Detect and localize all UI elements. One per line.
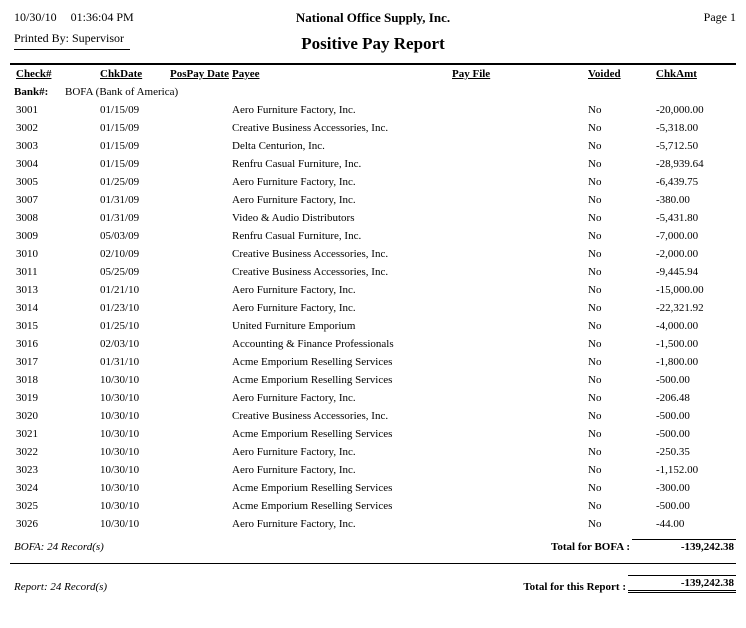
pay-file (450, 389, 586, 407)
check-number: 3020 (16, 410, 38, 422)
payee: Delta Centurion, Inc. (232, 140, 325, 152)
bank-total-row (14, 539, 736, 553)
check-amount: -500.00 (656, 374, 690, 386)
col-voided: Voided (588, 68, 621, 80)
table-row (14, 173, 736, 191)
table-body (14, 101, 736, 533)
pospay-date (168, 479, 230, 497)
check-number: 3011 (16, 266, 38, 278)
voided: No (588, 104, 602, 116)
pospay-date (168, 335, 230, 353)
table-row (14, 281, 736, 299)
check-number: 3014 (16, 302, 38, 314)
check-amount: -1,800.00 (656, 356, 699, 368)
table-row (14, 407, 736, 425)
table-row (14, 155, 736, 173)
check-amount: -5,712.50 (656, 140, 699, 152)
printed-by: Printed By: Supervisor (14, 31, 130, 50)
payee: United Furniture Emporium (232, 320, 356, 332)
bank-record-count: BOFA: 24 Record(s) (14, 541, 104, 553)
table-row (14, 245, 736, 263)
check-number: 3026 (16, 518, 38, 530)
voided: No (588, 194, 602, 206)
payee: Aero Furniture Factory, Inc. (232, 302, 356, 314)
pay-file (450, 479, 586, 497)
pospay-date (168, 407, 230, 425)
check-date: 01/15/09 (100, 140, 140, 152)
pay-file (450, 443, 586, 461)
voided: No (588, 446, 602, 458)
pay-file (450, 371, 586, 389)
bank-row (14, 83, 736, 101)
voided: No (588, 428, 602, 440)
check-date: 10/30/10 (100, 500, 140, 512)
table-row (14, 461, 736, 479)
check-date: 01/25/09 (100, 176, 140, 188)
pay-file (450, 299, 586, 317)
check-number: 3007 (16, 194, 38, 206)
pospay-date (168, 389, 230, 407)
report-table (14, 65, 736, 533)
payee: Acme Emporium Reselling Services (232, 482, 393, 494)
col-check-date: ChkDate (100, 68, 143, 80)
table-row (14, 479, 736, 497)
pospay-date (168, 245, 230, 263)
col-pospay-date: PosPay Date (170, 68, 229, 80)
pay-file (450, 497, 586, 515)
check-number: 3005 (16, 176, 38, 188)
pospay-date (168, 119, 230, 137)
payee: Accounting & Finance Professionals (232, 338, 394, 350)
voided: No (588, 356, 602, 368)
check-amount: -44.00 (656, 518, 685, 530)
payee: Aero Furniture Factory, Inc. (232, 518, 356, 530)
check-number: 3010 (16, 248, 38, 260)
check-date: 02/03/10 (100, 338, 140, 350)
table-row (14, 209, 736, 227)
pospay-date (168, 209, 230, 227)
voided: No (588, 158, 602, 170)
table-row (14, 191, 736, 209)
pospay-date (168, 155, 230, 173)
voided: No (588, 392, 602, 404)
check-date: 10/30/10 (100, 428, 140, 440)
voided: No (588, 518, 602, 530)
pay-file (450, 227, 586, 245)
pay-file (450, 137, 586, 155)
report-header (10, 10, 736, 54)
check-date: 10/30/10 (100, 392, 140, 404)
col-check-amount: ChkAmt (656, 68, 697, 80)
pospay-date (168, 443, 230, 461)
check-date: 01/31/09 (100, 212, 140, 224)
report-total-label: Total for this Report : (523, 581, 626, 593)
table-row (14, 137, 736, 155)
header-left (10, 10, 195, 50)
check-number: 3009 (16, 230, 38, 242)
pay-file (450, 407, 586, 425)
voided: No (588, 122, 602, 134)
payee: Aero Furniture Factory, Inc. (232, 176, 356, 188)
check-number: 3021 (16, 428, 38, 440)
payee: Aero Furniture Factory, Inc. (232, 284, 356, 296)
voided: No (588, 374, 602, 386)
table-row (14, 497, 736, 515)
col-pay-file: Pay File (452, 68, 491, 80)
check-amount: -500.00 (656, 428, 690, 440)
check-amount: -2,000.00 (656, 248, 699, 260)
check-number: 3022 (16, 446, 38, 458)
pospay-date (168, 227, 230, 245)
pospay-date (168, 515, 230, 533)
pospay-date (168, 461, 230, 479)
pospay-date (168, 299, 230, 317)
check-date: 01/31/10 (100, 356, 140, 368)
pay-file (450, 353, 586, 371)
printed-date: 10/30/10 (14, 10, 57, 24)
pospay-date (168, 353, 230, 371)
check-date: 01/25/10 (100, 320, 140, 332)
table-row (14, 515, 736, 533)
payee: Acme Emporium Reselling Services (232, 356, 393, 368)
voided: No (588, 338, 602, 350)
pospay-date (168, 101, 230, 119)
check-amount: -500.00 (656, 500, 690, 512)
voided: No (588, 320, 602, 332)
table-row (14, 353, 736, 371)
check-amount: -5,318.00 (656, 122, 699, 134)
pospay-date (168, 281, 230, 299)
company-name: National Office Supply, Inc. (295, 10, 451, 25)
check-number: 3003 (16, 140, 38, 152)
pay-file (450, 209, 586, 227)
voided: No (588, 212, 602, 224)
check-number: 3015 (16, 320, 38, 332)
table-row (14, 299, 736, 317)
pay-file (450, 281, 586, 299)
check-amount: -9,445.94 (656, 266, 699, 278)
pospay-date (168, 191, 230, 209)
check-date: 10/30/10 (100, 482, 140, 494)
bank-name: BOFA (Bank of America) (65, 86, 179, 98)
pay-file (450, 155, 586, 173)
check-number: 3017 (16, 356, 38, 368)
table-header-row (14, 65, 736, 83)
pay-file (450, 317, 586, 335)
bank-group (14, 83, 736, 101)
check-amount: -6,439.75 (656, 176, 699, 188)
check-date: 01/15/09 (100, 158, 140, 170)
check-amount: -22,321.92 (656, 302, 704, 314)
table-row (14, 101, 736, 119)
pay-file (450, 101, 586, 119)
check-number: 3018 (16, 374, 38, 386)
pay-file (450, 425, 586, 443)
bank-total-amount: -139,242.38 (632, 539, 736, 553)
pay-file (450, 263, 586, 281)
check-date: 10/30/10 (100, 446, 140, 458)
payee: Creative Business Accessories, Inc. (232, 248, 389, 260)
check-amount: -20,000.00 (656, 104, 704, 116)
payee: Creative Business Accessories, Inc. (232, 122, 389, 134)
table-row (14, 335, 736, 353)
voided: No (588, 410, 602, 422)
payee: Renfru Casual Furniture, Inc. (232, 158, 362, 170)
check-number: 3016 (16, 338, 38, 350)
pay-file (450, 119, 586, 137)
check-amount: -300.00 (656, 482, 690, 494)
pospay-date (168, 497, 230, 515)
check-date: 01/21/10 (100, 284, 140, 296)
bank-cell (14, 83, 736, 101)
check-date: 01/15/09 (100, 122, 140, 134)
voided: No (588, 230, 602, 242)
table-header (14, 65, 736, 83)
payee: Creative Business Accessories, Inc. (232, 266, 389, 278)
pospay-date (168, 371, 230, 389)
bank-total-label: Total for BOFA : (551, 541, 630, 553)
pospay-date (168, 137, 230, 155)
check-number: 3008 (16, 212, 38, 224)
check-number: 3025 (16, 500, 38, 512)
check-amount: -380.00 (656, 194, 690, 206)
check-number: 3004 (16, 158, 38, 170)
report-record-count: Report: 24 Record(s) (14, 581, 108, 593)
voided: No (588, 140, 602, 152)
check-amount: -15,000.00 (656, 284, 704, 296)
pospay-date (168, 425, 230, 443)
col-payee: Payee (232, 68, 260, 80)
check-amount: -206.48 (656, 392, 690, 404)
voided: No (588, 248, 602, 260)
pospay-date (168, 317, 230, 335)
table-row (14, 317, 736, 335)
check-amount: -28,939.64 (656, 158, 704, 170)
footer-divider (10, 563, 736, 564)
check-date: 10/30/10 (100, 464, 140, 476)
check-amount: -1,152.00 (656, 464, 699, 476)
check-number: 3002 (16, 122, 38, 134)
check-number: 3001 (16, 104, 38, 116)
pay-file (450, 245, 586, 263)
bank-number-label: Bank#: (14, 86, 49, 98)
payee: Acme Emporium Reselling Services (232, 500, 393, 512)
check-number: 3013 (16, 284, 38, 296)
report-total-row (14, 575, 736, 593)
page-number: Page 1 (703, 10, 736, 24)
voided: No (588, 500, 602, 512)
table-row (14, 119, 736, 137)
payee: Acme Emporium Reselling Services (232, 374, 393, 386)
check-date: 05/03/09 (100, 230, 140, 242)
table-row (14, 371, 736, 389)
voided: No (588, 266, 602, 278)
report-total-amount: -139,242.38 (628, 575, 736, 593)
payee: Video & Audio Distributors (232, 212, 355, 224)
pay-file (450, 461, 586, 479)
voided: No (588, 482, 602, 494)
check-amount: -5,431.80 (656, 212, 699, 224)
payee: Aero Furniture Factory, Inc. (232, 446, 356, 458)
table-row (14, 389, 736, 407)
table-row (14, 425, 736, 443)
check-amount: -1,500.00 (656, 338, 699, 350)
report-title: Positive Pay Report (301, 34, 445, 53)
payee: Aero Furniture Factory, Inc. (232, 464, 356, 476)
payee: Aero Furniture Factory, Inc. (232, 194, 356, 206)
check-date: 10/30/10 (100, 410, 140, 422)
pospay-date (168, 173, 230, 191)
pay-file (450, 335, 586, 353)
check-amount: -500.00 (656, 410, 690, 422)
payee: Acme Emporium Reselling Services (232, 428, 393, 440)
payee: Aero Furniture Factory, Inc. (232, 104, 356, 116)
voided: No (588, 284, 602, 296)
check-amount: -4,000.00 (656, 320, 699, 332)
col-check-number: Check# (16, 68, 52, 80)
header-center (195, 10, 551, 54)
check-date: 01/15/09 (100, 104, 140, 116)
check-date: 10/30/10 (100, 374, 140, 386)
check-amount: -250.35 (656, 446, 690, 458)
pay-file (450, 515, 586, 533)
table-row (14, 227, 736, 245)
check-date: 02/10/09 (100, 248, 140, 260)
voided: No (588, 302, 602, 314)
check-date: 05/25/09 (100, 266, 140, 278)
header-right (551, 10, 736, 25)
table-row (14, 443, 736, 461)
check-number: 3019 (16, 392, 38, 404)
payee: Renfru Casual Furniture, Inc. (232, 230, 362, 242)
pay-file (450, 173, 586, 191)
check-date: 01/31/09 (100, 194, 140, 206)
voided: No (588, 176, 602, 188)
voided: No (588, 464, 602, 476)
payee: Aero Furniture Factory, Inc. (232, 392, 356, 404)
check-amount: -7,000.00 (656, 230, 699, 242)
table-row (14, 263, 736, 281)
printed-time: 01:36:04 PM (70, 10, 134, 24)
check-number: 3023 (16, 464, 38, 476)
pay-file (450, 191, 586, 209)
printed-datetime (14, 10, 195, 25)
check-date: 01/23/10 (100, 302, 140, 314)
pospay-date (168, 263, 230, 281)
payee: Creative Business Accessories, Inc. (232, 410, 389, 422)
check-number: 3024 (16, 482, 38, 494)
check-date: 10/30/10 (100, 518, 140, 530)
